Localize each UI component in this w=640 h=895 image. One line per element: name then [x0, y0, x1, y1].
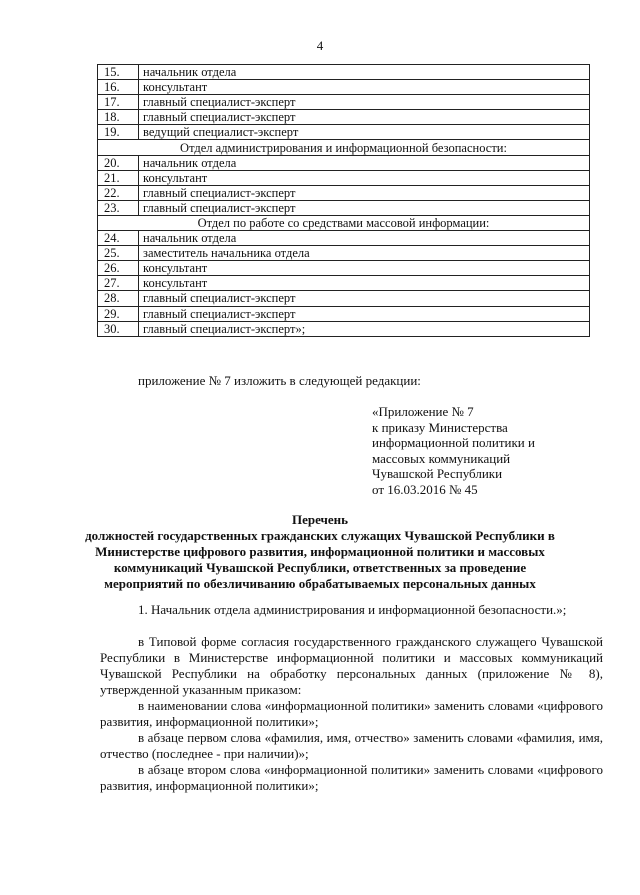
position-title: начальник отдела — [139, 231, 590, 246]
title-line: должностей государственных гражданских служащих Чувашской Республики в — [85, 528, 555, 543]
body-paragraph: в Типовой форме согласия государственного гражданского служащего Чувашской Республики в Министерстве информационной политики и массовых коммуникаций Чувашской Республики на обработку персональных данных (приложение № 8), утвержденной указанным приказом: — [100, 634, 603, 697]
row-number: 27. — [98, 276, 139, 291]
position-title: начальник отдела — [139, 65, 590, 80]
position-title: главный специалист-эксперт — [139, 291, 590, 306]
table-row — [98, 321, 590, 336]
row-number: 15. — [98, 65, 139, 80]
position-title: консультант — [139, 261, 590, 276]
row-number: 21. — [98, 170, 139, 185]
row-number: 16. — [98, 80, 139, 95]
table-row — [98, 246, 590, 261]
title-line: коммуникаций Чувашской Республики, ответственных за проведение — [113, 560, 527, 575]
positions-table — [97, 64, 590, 337]
approval-line: Чувашской Республики — [372, 466, 503, 481]
position-title: ведущий специалист-эксперт — [139, 125, 590, 140]
section-heading: Отдел администрирования и информационной безопасности: — [98, 140, 590, 155]
table-row — [98, 200, 590, 215]
table-row — [98, 306, 590, 321]
approval-line: к приказу Министерства — [372, 419, 508, 435]
row-number: 28. — [98, 291, 139, 306]
position-title: главный специалист-эксперт — [139, 95, 590, 110]
row-number: 26. — [98, 261, 139, 276]
title-line: мероприятий по обезличиванию обрабатываемых персональных данных — [104, 576, 536, 591]
row-number: 24. — [98, 231, 139, 246]
approval-line: информационной политики и — [372, 435, 535, 450]
table-row — [98, 291, 590, 306]
body-paragraph: в абзаце втором слова «информационной политики» заменить словами «цифрового развития, информационной политики»; — [100, 762, 603, 793]
section-heading: Отдел по работе со средствами массовой информации: — [98, 215, 590, 230]
body-paragraph: в наименовании слова «информационной политики» заменить словами «цифрового развития, информационной политики»; — [100, 698, 603, 729]
row-number: 25. — [98, 246, 139, 261]
table-row — [98, 185, 590, 200]
approval-block — [372, 404, 535, 497]
table-row — [98, 65, 590, 80]
position-title: консультант — [139, 276, 590, 291]
position-title: главный специалист-эксперт — [139, 306, 590, 321]
document-title — [80, 512, 560, 592]
row-number: 19. — [98, 125, 139, 140]
table-row — [98, 80, 590, 95]
row-number: 18. — [98, 110, 139, 125]
row-number: 20. — [98, 155, 139, 170]
body-paragraph: в абзаце первом слова «фамилия, имя, отчество» заменить словами «фамилия, имя, отчество (последнее - при наличии)»; — [100, 730, 603, 761]
row-number: 29. — [98, 306, 139, 321]
table-row — [98, 95, 590, 110]
position-title: главный специалист-эксперт»; — [139, 321, 590, 336]
row-number: 22. — [98, 185, 139, 200]
approval-line: массовых коммуникаций — [372, 450, 511, 466]
row-number: 23. — [98, 200, 139, 215]
title-line: Перечень — [291, 512, 349, 527]
position-title: начальник отдела — [139, 155, 590, 170]
position-title: консультант — [139, 170, 590, 185]
table-row — [98, 170, 590, 185]
page-number: 4 — [316, 38, 324, 53]
title-line: Министерстве цифрового развития, информационной политики и массовых — [95, 544, 545, 559]
intro-line: приложение № 7 изложить в следующей редакции: — [138, 373, 421, 388]
row-number: 30. — [98, 321, 139, 336]
table-section-row — [98, 215, 590, 230]
table-section-row — [98, 140, 590, 155]
position-title: главный специалист-эксперт — [139, 110, 590, 125]
position-title: главный специалист-эксперт — [139, 200, 590, 215]
table-row — [98, 231, 590, 246]
approval-line: «Приложение № 7 — [372, 404, 474, 419]
list-item: 1. Начальник отдела администрирования и информационной безопасности.»; — [138, 602, 567, 617]
table-row — [98, 155, 590, 170]
table-row — [98, 110, 590, 125]
position-title: заместитель начальника отдела — [139, 246, 590, 261]
position-title: консультант — [139, 80, 590, 95]
approval-line: от 16.03.2016 № 45 — [372, 481, 478, 497]
table-row — [98, 276, 590, 291]
position-title: главный специалист-эксперт — [139, 185, 590, 200]
row-number: 17. — [98, 95, 139, 110]
table-row — [98, 261, 590, 276]
table-row — [98, 125, 590, 140]
